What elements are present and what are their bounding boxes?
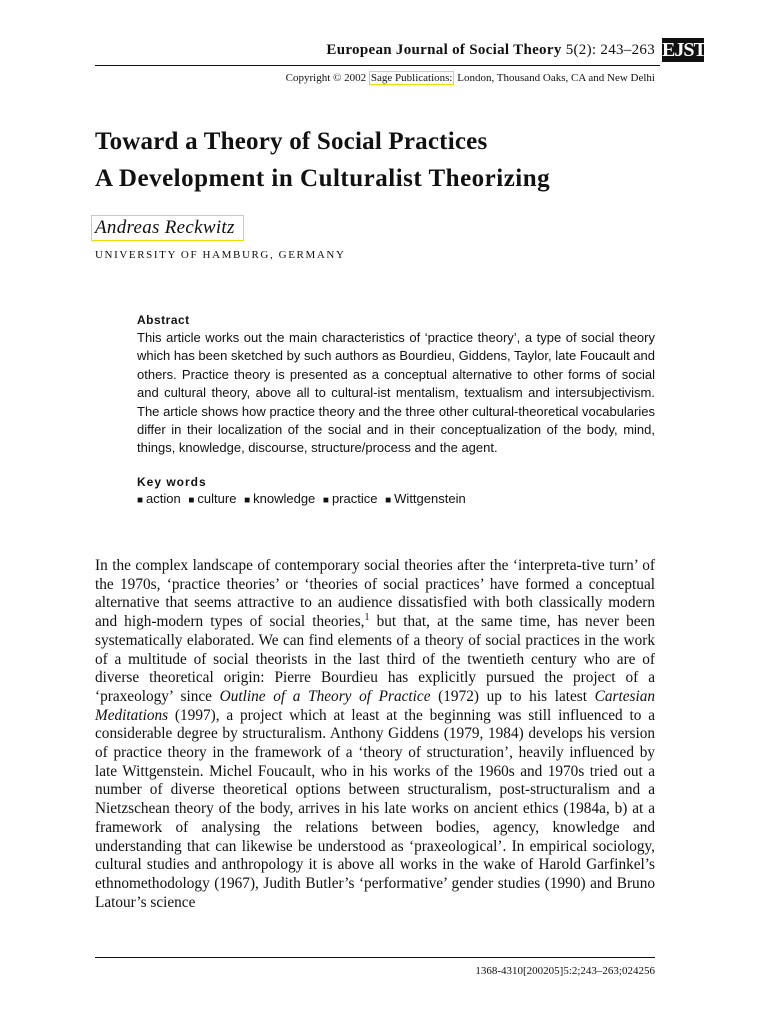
footnote-marker[interactable]: 1 <box>364 612 370 624</box>
author-affiliation: UNIVERSITY OF HAMBURG, GERMANY <box>95 249 346 261</box>
journal-logo: EJST <box>662 39 706 61</box>
cited-work-title: Outline of a Theory of Practice <box>219 687 431 705</box>
keyword-item: ■ practice <box>322 490 378 506</box>
abstract-heading: Abstract <box>137 313 190 327</box>
keywords-heading: Key words <box>137 474 207 489</box>
body-paragraph: In the complex landscape of contemporary social theories after the ‘interpreta-tive turn’ of the 1970s, ‘practice theories’ or ‘theories of social practices’ have formed a conceptual alternative that seems attractive to an audience dissatisfied with both classically modern and high-modern types of social theories,$^1$ but that, at the same time, has never been systematically elaborated. We can find elements of a theory of social practices in the work of a multitude of social theorists in the last third of the twentieth century who are of diverse theoretical origin: Pierre Bourdieu has explicitly pursued the project of a ‘praxeology’ since Outline of a Theory of Practice (1972) up to his latest Cartesian Meditations (1997), a project which at least at the beginning was still influenced to a considerable degree by structuralism. Anthony Giddens (1979, 1984) develops his version of practice theory in the framework of a ‘theory of structuration’, heavily influenced by late Wittgenstein. Michel Foucault, who in his works of the 1960s and 1970s tried out a number of diverse theoretical options between structuralism, post-structuralism and a Nietzschean theory of the body, arrives in his late works on ancient ethics (1984a, b) at a framework of analysing the relations between bodies, agency, knowledge and understanding that can likewise be understood as ‘praxeological’. In empirical sociology, cultural studies and anthropology it is above all works in the wake of Harold Garfinkel’s ethnomethodology (1967), Judith Butler’s ‘performative’ gender studies (1990) and Bruno Latour’s science <box>95 557 655 911</box>
header-rule <box>95 65 660 66</box>
article-subtitle: A Development in Culturalist Theorizing <box>95 165 551 192</box>
copyright-suffix: London, Thousand Oaks, CA and New Delhi <box>457 72 655 84</box>
article-title: Toward a Theory of Social Practices <box>95 128 488 155</box>
bullet-square-icon: ■ <box>244 494 251 506</box>
copyright-line <box>95 72 655 84</box>
bullet-square-icon: ■ <box>322 494 329 506</box>
keyword-item: ■ Wittgenstein <box>385 490 466 506</box>
journal-header <box>95 42 655 59</box>
journal-name: European Journal of Social Theory <box>326 42 562 58</box>
bullet-square-icon: ■ <box>385 494 392 506</box>
keyword-item: ■ knowledge <box>244 490 316 506</box>
keyword-item: ■ action <box>137 490 181 506</box>
publisher-link[interactable]: Sage Publications: <box>370 72 453 84</box>
bullet-square-icon: ■ <box>188 494 195 506</box>
article-identifier: 1368-4310[200205]5:2;243–263;024256 <box>475 965 655 977</box>
bullet-square-icon: ■ <box>137 494 144 506</box>
author-name[interactable]: Andreas Reckwitz <box>91 215 244 241</box>
abstract-text: This article works out the main characteristics of ‘practice theory’, a type of social theory which has been sketched by such authors as Bourdieu, Giddens, Taylor, late Foucault and others. Practice theory is presented as a conceptual alternative to other forms of social and cultural theory, above all to cultural-ist mentalism, textualism and intersubjectivism. The article shows how practice theory and the three other cultural-theoretical vocabularies differ in their localization of the social and in their conceptualization of the body, mind, things, knowledge, discourse, structure/process and the agent. <box>137 330 655 456</box>
footer-rule <box>95 957 655 958</box>
abstract-section <box>137 313 655 506</box>
keywords-list <box>137 491 655 506</box>
keyword-item: ■ culture <box>188 490 237 506</box>
cited-work-title: Cartesian Meditations <box>95 687 655 724</box>
journal-volume: 5(2): 243–263 <box>565 42 655 58</box>
copyright-prefix: Copyright © 2002 <box>285 72 367 84</box>
